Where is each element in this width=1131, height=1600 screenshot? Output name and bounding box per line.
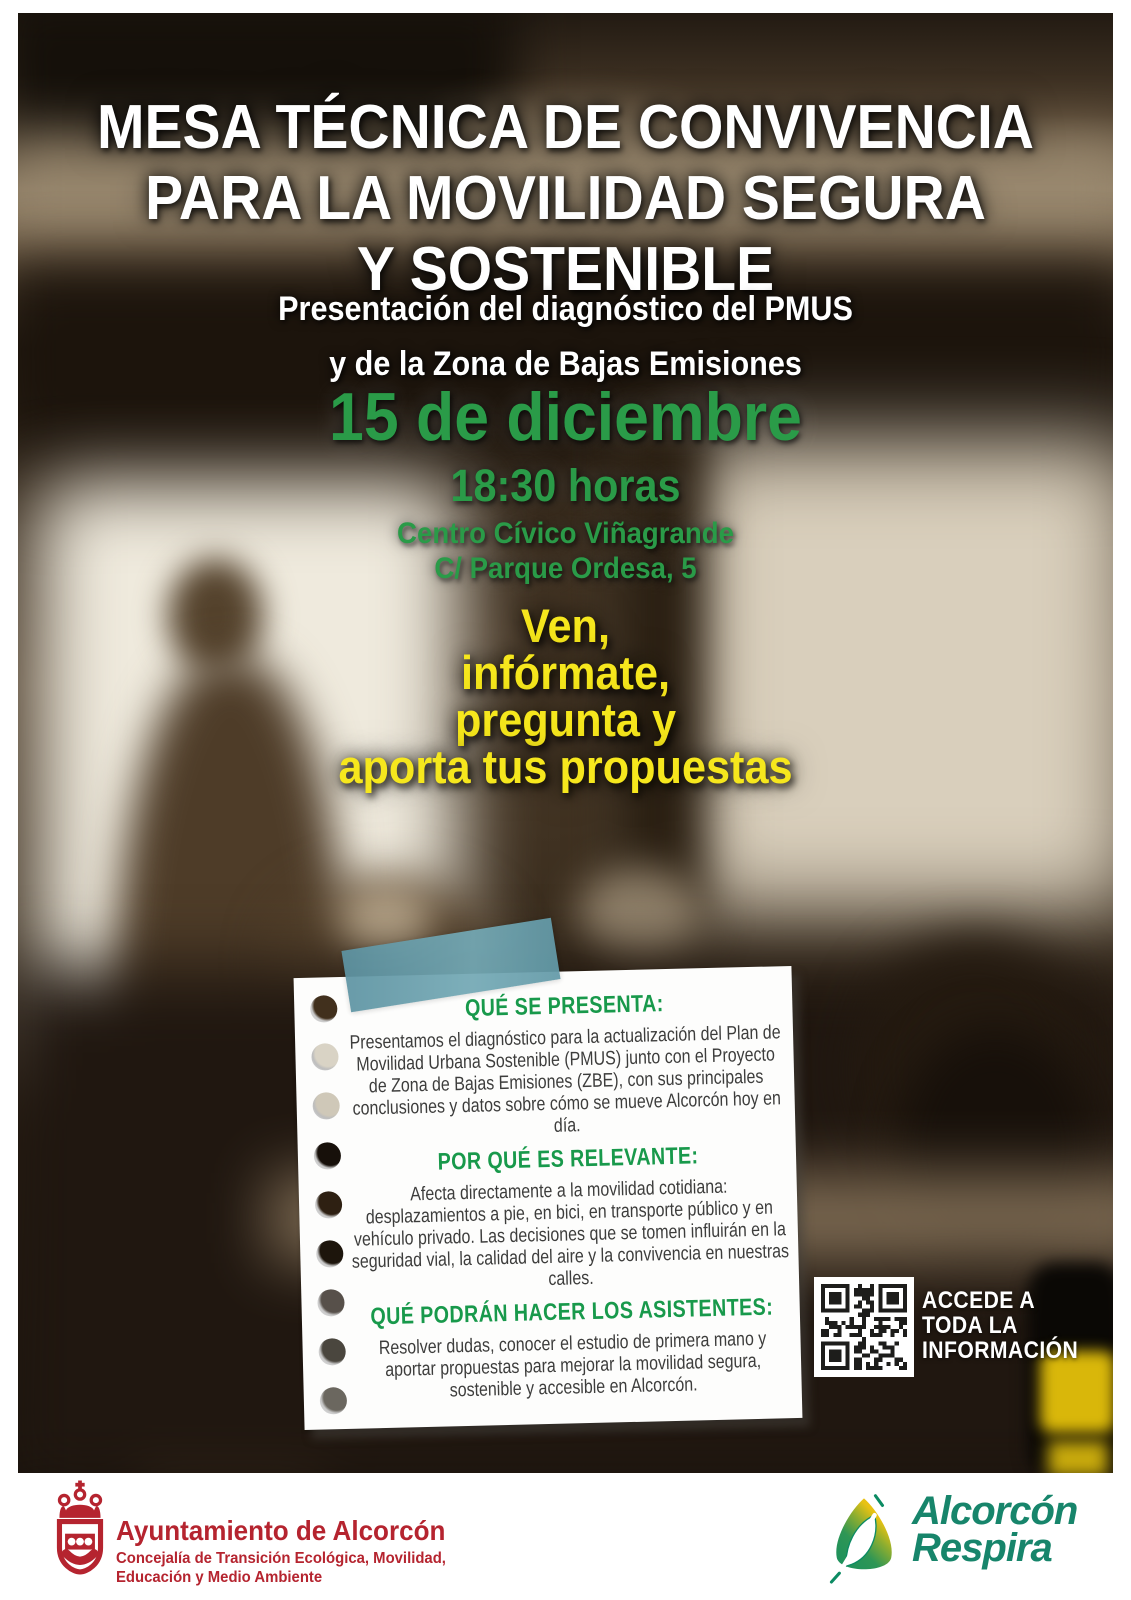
subtitle-line: Presentación del diagnóstico del PMUS [278,290,853,328]
card-section-body: Afecta directamente a la movilidad cotidiana: desplazamientos a pie, en bici, en transporte público y en vehículo privado. Las decisiones que se tomen influirán en la seguridad vial, la calidad del aire y la convivencia en nuestras calles. [351,1175,790,1291]
council-text [116,1516,446,1587]
card-section-heading: QUÉ PODRÁN HACER LOS ASISTENTES: [370,1293,774,1331]
poster-subtitle [57,282,1075,392]
cta-line: pregunta y [454,693,677,746]
qr-code-pattern [821,1284,907,1370]
punched-hole [310,995,338,1023]
footer [0,1473,1131,1600]
cta-line: Ven, [521,599,610,652]
council-name: Ayuntamiento de Alcorcón [116,1515,446,1546]
call-to-action [45,599,1086,793]
qr-label [922,1288,1078,1363]
punched-hole [311,1043,339,1071]
card-section-heading: POR QUÉ ES RELEVANTE: [437,1142,699,1176]
card-content [344,988,793,1404]
qr-label-line: TODA LA [922,1312,1018,1339]
card-section-body: Presentamos el diagnóstico para la actualización del Plan de Movilidad Urbana Sostenible (PMUS) junto con el Proyecto de Zona de Bajas Emisiones (ZBE), con sus principales conclusiones y datos sobre cómo se mueve Alcorcón hoy en día. [349,1021,782,1137]
event-time: 18:30 horas [450,460,681,511]
alcorcon-respira-logo [820,1490,908,1586]
punched-hole [317,1289,345,1317]
punched-hole [320,1387,348,1415]
punched-hole [314,1142,342,1170]
cta-line: infórmate, [460,646,671,699]
punched-hole [312,1092,340,1120]
info-note-card [294,966,803,1430]
poster-title [45,92,1086,305]
title-line: PARA LA MOVILIDAD SEGURA [145,164,986,233]
qr-label-line: INFORMACIÓN [922,1337,1079,1364]
photo-bokeh [578,868,703,958]
venue-address: C/ Parque Ordesa, 5 [434,552,697,585]
title-line: Y SOSTENIBLE [356,235,775,304]
card-section-heading: QUÉ SE PRESENTA: [464,990,664,1022]
event-venue [45,516,1086,586]
council-crest-logo [52,1478,108,1581]
punched-hole [315,1191,343,1219]
title-line: MESA TÉCNICA DE CONVIVENCIA [96,93,1035,162]
cta-line: aporta tus propuestas [338,740,793,793]
qr-label-line: ACCEDE A [922,1287,1036,1314]
venue-name: Centro Cívico Viñagrande [397,517,734,550]
photo-mic-stand-yellow [1048,1441,1108,1473]
punched-hole [316,1240,344,1268]
qr-code [814,1277,914,1377]
punched-hole [318,1338,346,1366]
event-date: 15 de diciembre [329,379,802,455]
card-section-body: Resolver dudas, conocer el estudio de primera mano y aportar propuestas para mejorar la movilidad segura, sostenible y accesible en Alcorcón. [378,1327,767,1402]
brand-name: Alcorcón Respira [912,1489,1078,1570]
council-department: Concejalía de Transición Ecológica, Movilidad, Educación y Medio Ambiente [116,1550,446,1586]
subtitle-line: y de la Zona de Bajas Emisiones [329,345,802,383]
